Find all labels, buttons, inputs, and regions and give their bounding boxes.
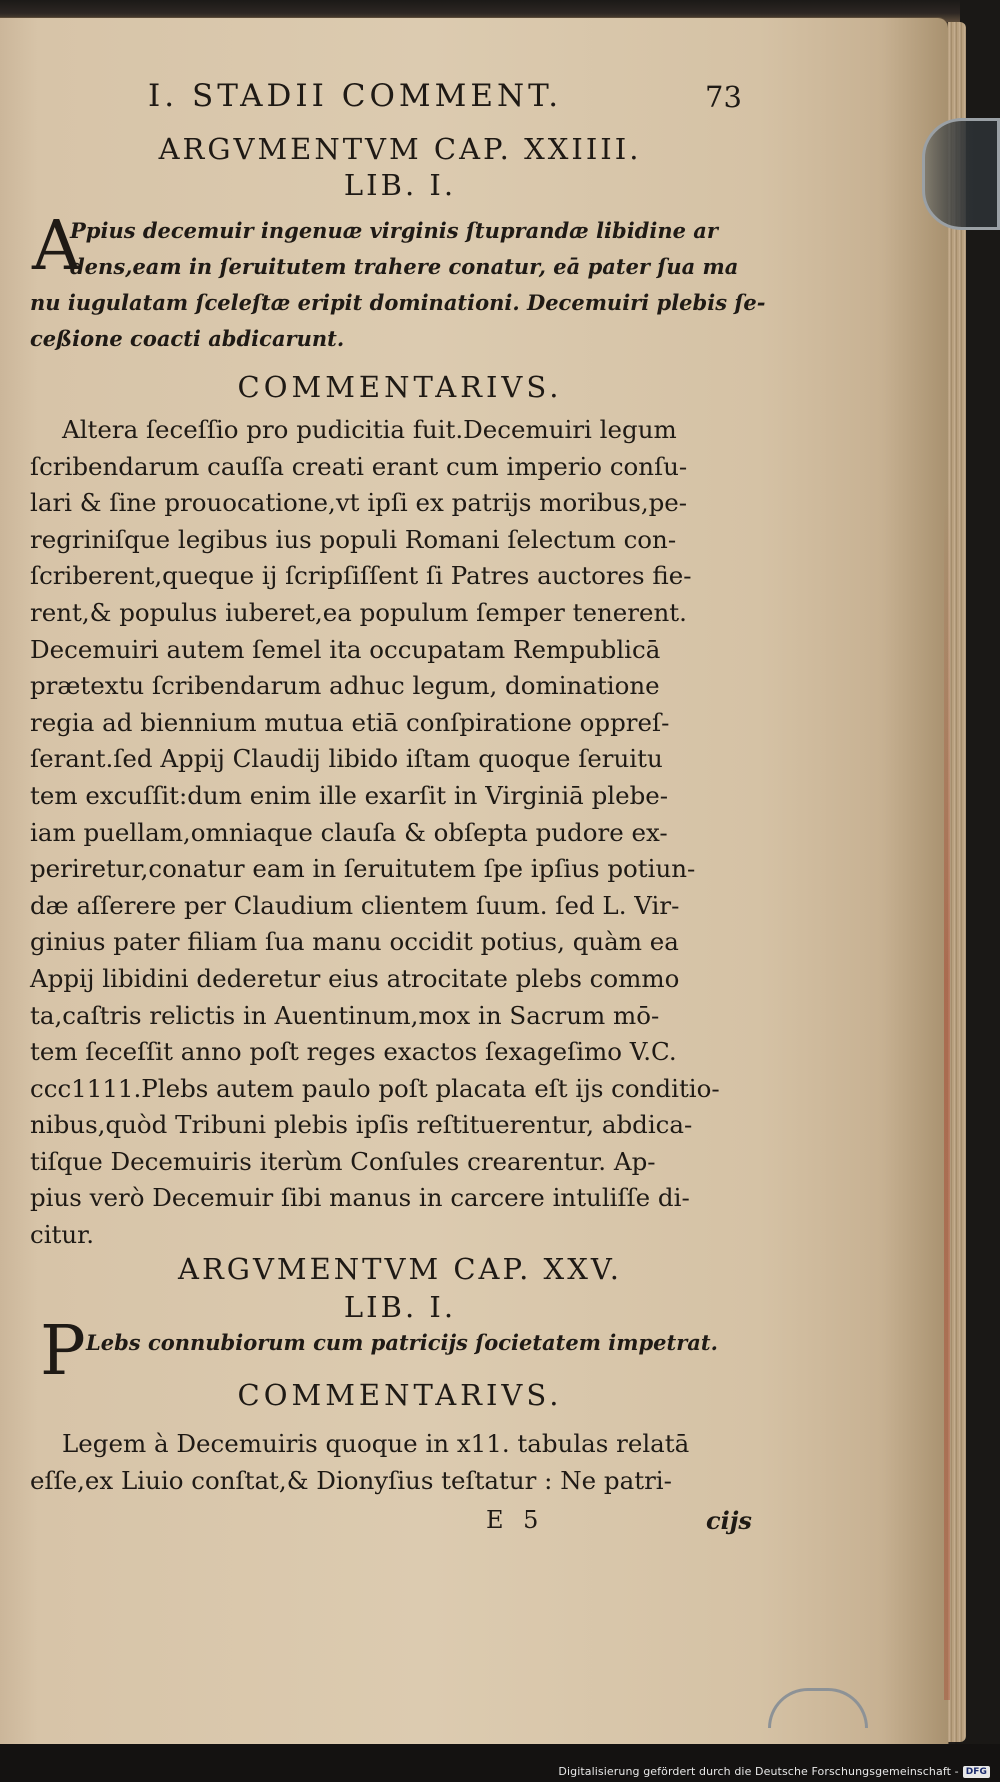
commentary-line: regia ad biennium mutua etiā conſpiratione oppreſ- bbox=[30, 707, 670, 737]
argument-text-1 bbox=[30, 207, 766, 357]
commentary-line: tem excuſſit:dum enim ille exarſit in Virginiā plebe- bbox=[30, 780, 669, 810]
commentary-text-2 bbox=[30, 1426, 689, 1499]
commentary-line: Appij libidini dederetur eius atrocitate plebs commo bbox=[30, 963, 680, 993]
running-head: I. STADII COMMENT. bbox=[148, 78, 563, 114]
lib-heading-2: LIB. I. bbox=[343, 1290, 457, 1324]
commentary-heading-2: COMMENTARIVS. bbox=[237, 1378, 563, 1412]
lib-heading-1: LIB. I. bbox=[343, 168, 457, 202]
commentary-line: dæ aſſerere per Claudium clientem ſuum. ſed L. Vir- bbox=[30, 890, 680, 920]
commentary-line: citur. bbox=[30, 1220, 94, 1250]
commentary-line: pius verò Decemuir ſibi manus in carcere intuliſſe di- bbox=[30, 1183, 690, 1213]
argument-line: dens,eam in ſeruitutem trahere conatur, eā pater ſua ma bbox=[70, 254, 739, 279]
drop-cap-2: P bbox=[40, 1312, 86, 1391]
drop-cap-1: A bbox=[32, 207, 82, 286]
commentary-line: Legem à Decemuiris quoque in x11. tabulas relatā bbox=[62, 1429, 690, 1458]
argument-heading-2: ARGVMENTVM CAP. XXV. bbox=[178, 1252, 622, 1286]
commentary-line: ſcriberent,queque ij ſcripſiſſent ſi Patres auctores fie- bbox=[30, 561, 692, 591]
argument-heading-1: ARGVMENTVM CAP. XXIIII. bbox=[158, 132, 642, 166]
commentary-line: tiſque Decemuiris iterùm Conſules crearentur. Ap- bbox=[30, 1146, 656, 1176]
commentary-line: iam puellam,omniaque clauſa & obſepta pudore ex- bbox=[30, 817, 668, 847]
commentary-line: nibus,quòd Tribuni plebis ipſis reſtituerentur, abdica- bbox=[30, 1110, 693, 1140]
commentary-line: lari & ſine prouocatione,vt ipſi ex patrijs moribus,pe- bbox=[30, 488, 688, 518]
commentary-line: ſerant.ſed Appij Claudij libido iſtam quoque ſeruitu bbox=[30, 744, 663, 774]
commentary-line: ta,caſtris relictis in Auentinum,mox in Sacrum mō- bbox=[30, 1000, 660, 1030]
commentary-line: periretur,conatur eam in ſeruitutem ſpe ipſius potiun- bbox=[30, 854, 696, 884]
commentary-line: ccc1111.Plebs autem paulo poſt placata eſt ijs conditio- bbox=[30, 1073, 720, 1103]
argument-line: ceßione coacti abdicarunt. bbox=[30, 326, 345, 351]
page-edges bbox=[948, 22, 966, 1742]
digitization-credit bbox=[558, 1765, 990, 1778]
commentary-line: ginius pater filiam ſua manu occidit potius, quàm ea bbox=[30, 927, 679, 957]
red-page-edge bbox=[944, 500, 950, 1700]
argument-text-2: Lebs connubiorum cum patricijs ſocietatem impetrat. bbox=[86, 1330, 718, 1355]
argument-line: nu iugulatam ſceleſtæ eripit dominationi. Decemuiri plebis ſe- bbox=[30, 290, 766, 315]
commentary-line: tem ſeceſſit anno poſt reges exactos ſexageſimo V.C. bbox=[30, 1037, 677, 1067]
signature-mark: E 5 bbox=[486, 1506, 545, 1534]
commentary-line: Altera ſeceſſio pro pudicitia fuit.Decemuiri legum bbox=[62, 415, 677, 444]
commentary-text-1 bbox=[30, 412, 720, 1254]
commentary-line: prætextu ſcribendarum adhuc legum, dominatione bbox=[30, 671, 660, 701]
commentary-line: Decemuiri autem ſemel ita occupatam Rempublicā bbox=[30, 634, 661, 664]
folio-number: 73 bbox=[705, 80, 742, 114]
commentary-line: ſcribendarum cauſſa creati erant cum imperio conſu- bbox=[30, 451, 688, 481]
commentary-line: rent,& populus iuberet,ea populum ſemper tenerent. bbox=[30, 597, 687, 627]
credit-text: Digitalisierung gefördert durch die Deutsche Forschungsgemeinschaft - bbox=[558, 1765, 959, 1778]
page-clamp-top bbox=[922, 118, 1000, 230]
argument-line: Ppius decemuir ingenuæ virginis ſtuprandæ libidine ar bbox=[70, 218, 718, 243]
commentary-line: regriniſque legibus ius populi Romani ſelectum con- bbox=[30, 524, 677, 554]
commentary-line: eſſe,ex Liuio conſtat,& Dionyſius teſtatur : Ne patri- bbox=[30, 1465, 672, 1495]
commentary-heading-1: COMMENTARIVS. bbox=[237, 370, 563, 404]
catchword: cijs bbox=[706, 1506, 752, 1535]
dfg-logo: DFG bbox=[963, 1766, 990, 1778]
